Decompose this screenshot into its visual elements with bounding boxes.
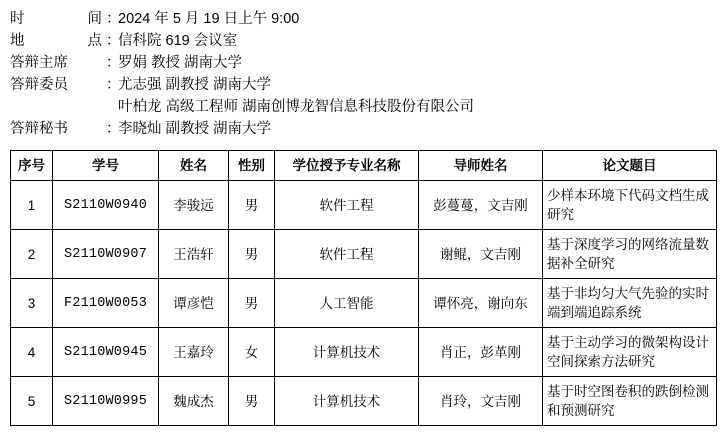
column-header-advisor: 导师姓名 [419, 151, 543, 181]
cell-advisor: 彭蔓蔓，文吉刚 [419, 181, 543, 230]
info-colon-chair: ： [106, 55, 121, 71]
info-value-committee-2: 叶柏龙 高级工程师 湖南创博龙智信息科技股份有限公司 [118, 99, 475, 115]
cell-major: 人工智能 [275, 279, 419, 328]
info-row-chair [10, 52, 716, 74]
info-label-chair: 答辩主席 [10, 55, 68, 71]
cell-thesis-title: 基于主动学习的微架构设计空间探索方法研究 [543, 328, 717, 377]
defense-info-block [10, 8, 716, 140]
info-label-time: 时间 [10, 11, 102, 27]
info-label-committee: 答辩委员 [10, 77, 68, 93]
cell-index: 5 [11, 377, 53, 426]
info-colon-time: ： [106, 11, 121, 27]
cell-student-id: S2110W0940 [53, 181, 159, 230]
cell-name: 李骏远 [159, 181, 229, 230]
cell-gender: 男 [229, 181, 275, 230]
info-value-time: 2024 年 5 月 19 日上午 9:00 [118, 11, 300, 27]
cell-gender: 男 [229, 279, 275, 328]
info-label-secretary: 答辩秘书 [10, 121, 68, 137]
cell-student-id: S2110W0907 [53, 230, 159, 279]
info-value-chair: 罗娟 教授 湖南大学 [118, 55, 243, 71]
cell-name: 魏成杰 [159, 377, 229, 426]
cell-gender: 男 [229, 230, 275, 279]
cell-advisor: 谢鲲，文吉刚 [419, 230, 543, 279]
cell-name: 谭彦恺 [159, 279, 229, 328]
info-row-time [10, 8, 716, 30]
cell-index: 1 [11, 181, 53, 230]
cell-gender: 男 [229, 377, 275, 426]
table-row [11, 230, 717, 279]
table-row [11, 279, 717, 328]
cell-thesis-title: 基于非均匀大气先验的实时端到端追踪系统 [543, 279, 717, 328]
table-body [11, 181, 717, 426]
cell-advisor: 肖玲，文吉刚 [419, 377, 543, 426]
table-header-row [11, 151, 717, 181]
cell-name: 王嘉玲 [159, 328, 229, 377]
column-header-index: 序号 [11, 151, 53, 181]
info-colon-location: ： [106, 33, 121, 49]
cell-major: 计算机技术 [275, 377, 419, 426]
cell-index: 2 [11, 230, 53, 279]
cell-student-id: F2110W0053 [53, 279, 159, 328]
table-head [11, 151, 717, 181]
student-defense-table [10, 150, 717, 426]
cell-thesis-title: 基于时空图卷积的跌倒检测和预测研究 [543, 377, 717, 426]
cell-index: 3 [11, 279, 53, 328]
info-row-secretary [10, 118, 716, 140]
cell-student-id: S2110W0995 [53, 377, 159, 426]
info-value-committee-1: 尤志强 副教授 湖南大学 [118, 77, 272, 93]
table-row [11, 181, 717, 230]
info-colon-secretary: ： [106, 121, 121, 137]
cell-major: 软件工程 [275, 181, 419, 230]
column-header-student-id: 学号 [53, 151, 159, 181]
cell-major: 计算机技术 [275, 328, 419, 377]
cell-thesis-title: 少样本环境下代码文档生成研究 [543, 181, 717, 230]
column-header-major: 学位授予专业名称 [275, 151, 419, 181]
info-label-location: 地点 [10, 33, 102, 49]
cell-advisor: 谭怀亮，谢向东 [419, 279, 543, 328]
table-row [11, 377, 717, 426]
info-row-committee-2 [10, 96, 716, 118]
cell-major: 软件工程 [275, 230, 419, 279]
column-header-name: 姓名 [159, 151, 229, 181]
info-value-location: 信科院 619 会议室 [118, 33, 238, 49]
info-row-location [10, 30, 716, 52]
cell-student-id: S2110W0945 [53, 328, 159, 377]
column-header-thesis-title: 论文题目 [543, 151, 717, 181]
cell-name: 王浩轩 [159, 230, 229, 279]
column-header-gender: 性别 [229, 151, 275, 181]
cell-index: 4 [11, 328, 53, 377]
info-row-committee-1 [10, 74, 716, 96]
info-value-secretary: 李晓灿 副教授 湖南大学 [118, 121, 272, 137]
cell-gender: 女 [229, 328, 275, 377]
cell-thesis-title: 基于深度学习的网络流量数据补全研究 [543, 230, 717, 279]
table-row [11, 328, 717, 377]
info-colon-committee: ： [106, 77, 121, 93]
cell-advisor: 肖正，彭革刚 [419, 328, 543, 377]
